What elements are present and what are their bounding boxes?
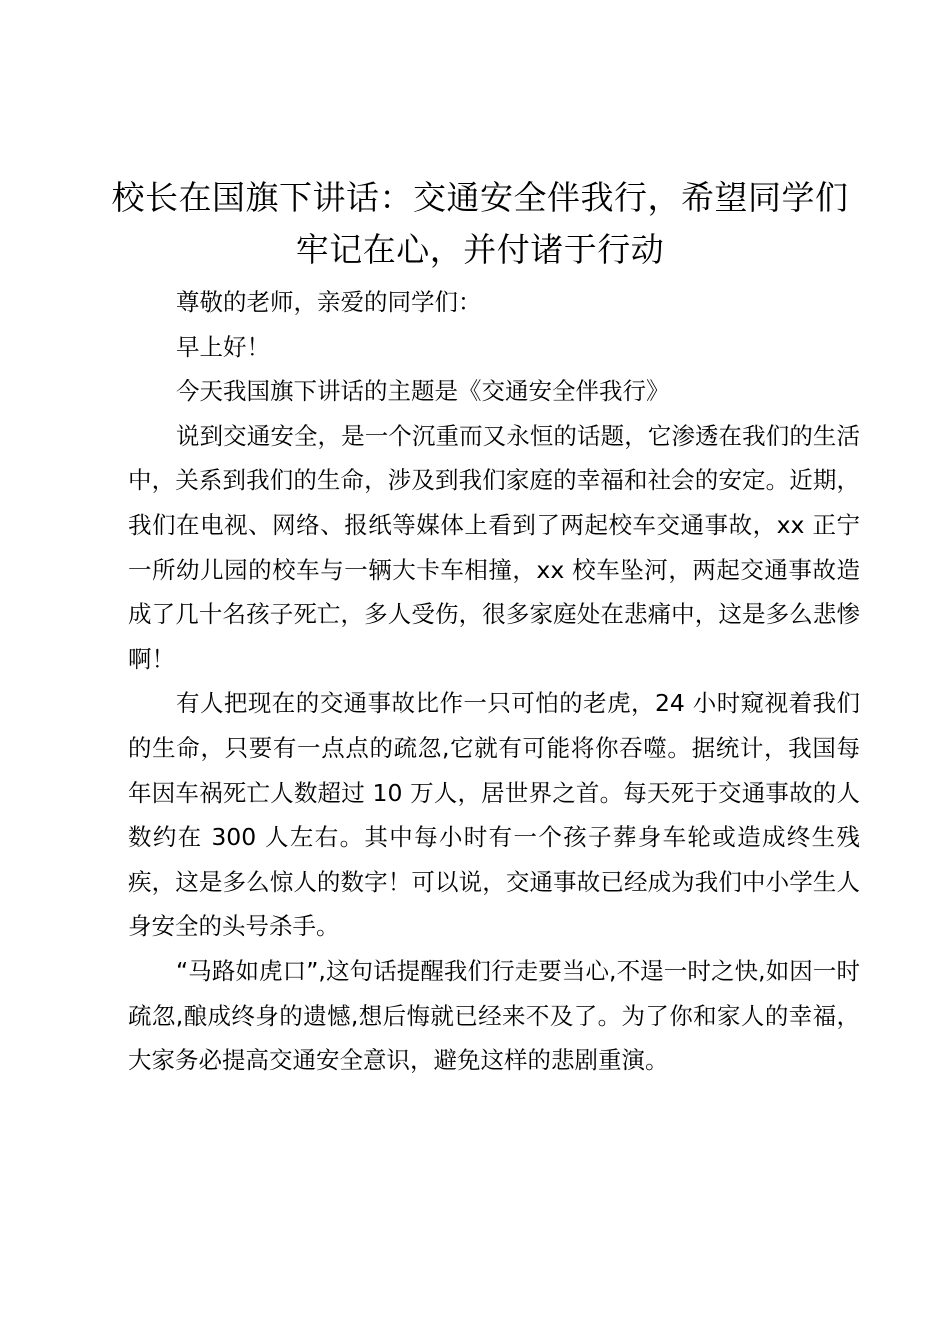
document-body <box>128 280 860 1083</box>
paragraph-statistics: 有人把现在的交通事故比作一只可怕的老虎，24 小时窥视着我们的生命，只要有一点点的疏忽,它就有可能将你吞噬。据统计，我国每年因车祸死亡人数超过 10 万人，居世界之首。每天死于交通事故的人数约在 300 人左右。其中每小时有一个孩子葬身车轮或造成终生残疾，这是多么惊人的数字！可以说，交通事故已经成为我们中小学生人身安全的头号杀手。 <box>128 689 860 941</box>
paragraph-topic: 今天我国旗下讲话的主题是《交通安全伴我行》 <box>176 377 670 406</box>
paragraph-good-morning: 早上好！ <box>176 332 270 361</box>
document-title: 校长在国旗下讲话：交通安全伴我行，希望同学们牢记在心，并付诸于行动 <box>111 178 849 269</box>
paragraph-greeting: 尊敬的老师，亲爱的同学们： <box>176 288 482 316</box>
paragraph-conclusion: “马路如虎口”,这句话提醒我们行走要当心,不逞一时之快,如因一时疏忽,酿成终身的遗憾,想后悔就已经来不及了。为了你和家人的幸福，大家务必提高交通安全意识，避免这样的悲剧重演。 <box>128 956 860 1075</box>
paragraph-traffic-safety: 说到交通安全，是一个沉重而又永恒的话题，它渗透在我们的生活中，关系到我们的生命，涉及到我们家庭的幸福和社会的安定。近期，我们在电视、网络、报纸等媒体上看到了两起校车交通事故，xx 正宁一所幼儿园的校车与一辆大卡车相撞，xx 校车坠河，两起交通事故造成了几十名孩子死亡，多人受伤，很多家庭处在悲痛中，这是多么悲惨啊！ <box>128 421 860 673</box>
